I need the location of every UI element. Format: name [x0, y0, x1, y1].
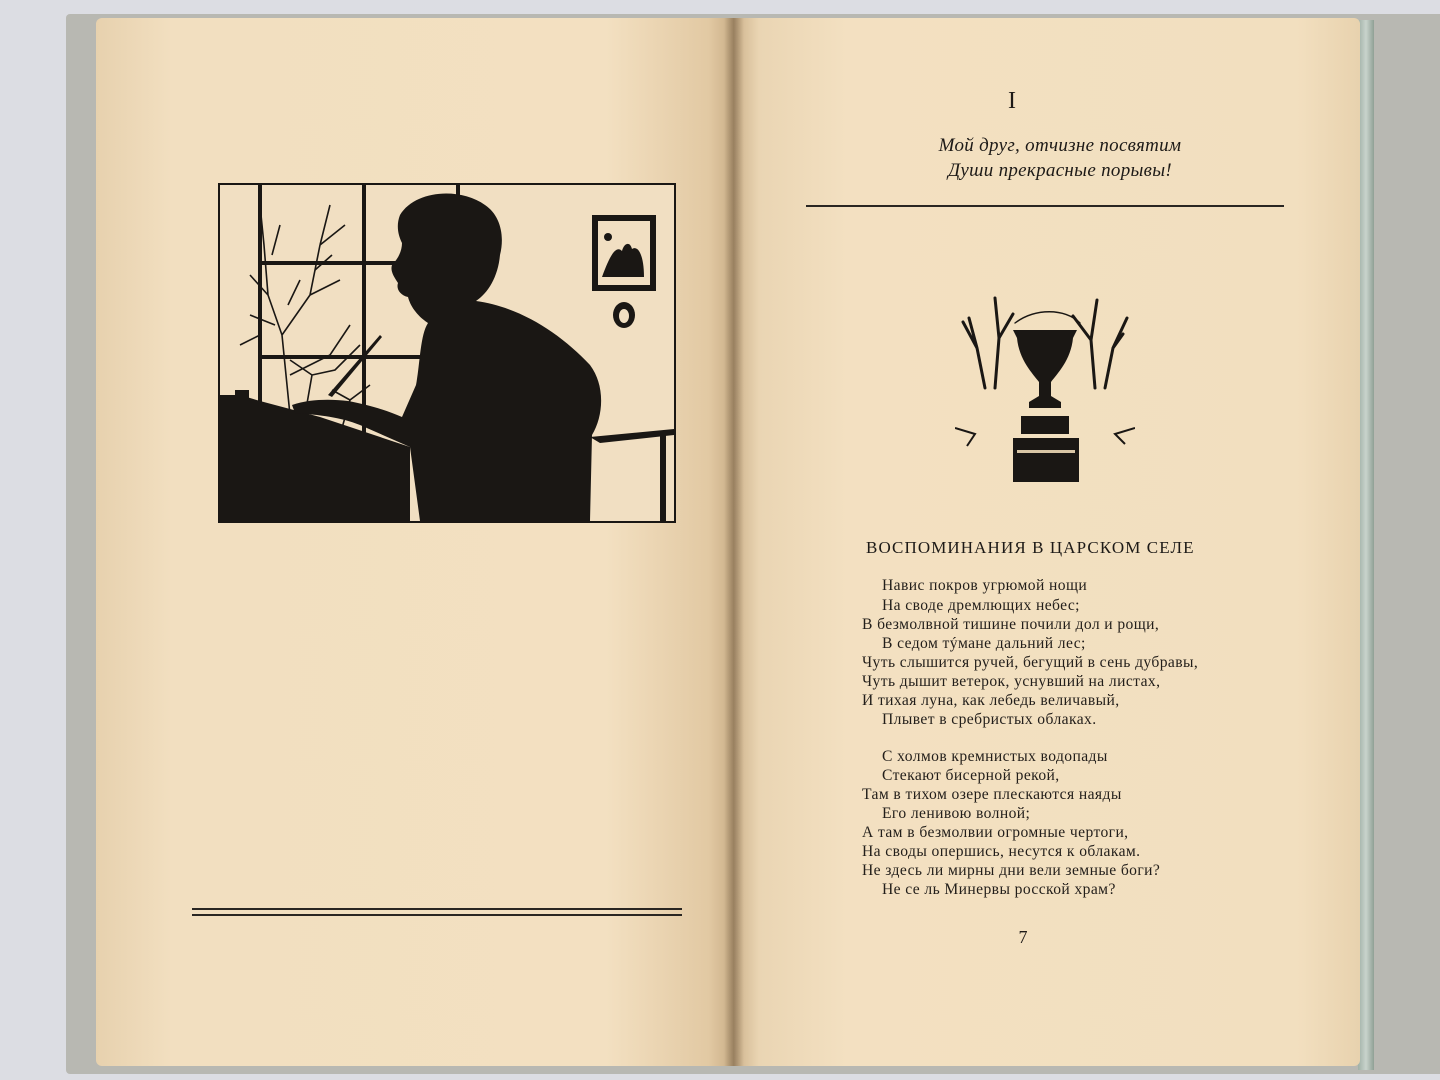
poem-line: А там в безмолвии огромные чертоги, [862, 824, 1129, 841]
poet-silhouette-illustration [218, 183, 676, 523]
book-edge [1358, 20, 1374, 1070]
epigraph-line: Души прекрасные порывы! [947, 160, 1173, 181]
poem-line: Не здесь ли мирны дни вели земные боги? [862, 862, 1161, 879]
header-rule [806, 205, 1284, 207]
poem-line: Его ленивою волной; [882, 805, 1031, 822]
urn-icon [955, 278, 1135, 488]
poem-line: В седом тýмане дальний лес; [882, 635, 1086, 652]
bottom-double-rule-lower [192, 914, 682, 916]
poem-line: Чуть дышит ветерок, уснувший на листах, [862, 673, 1161, 690]
poem-line: Навис покров угрюмой нощи [882, 577, 1088, 594]
poem-line: Стекают бисерной рекой, [882, 767, 1060, 784]
poem-line: Плывет в сребристых облаках. [882, 711, 1097, 728]
page-number: 7 [1018, 927, 1028, 947]
poem-line: И тихая луна, как лебедь величавый, [862, 692, 1120, 709]
chapter-number: I [1008, 88, 1016, 114]
epigraph-line: Мой друг, отчизне посвятим [938, 135, 1182, 156]
poem-line: Не се ль Минервы росской храм? [882, 881, 1116, 898]
poem-line: Чуть слышится ручей, бегущий в сень дубравы, [862, 654, 1199, 671]
poem-line: На своды опершись, несутся к облакам. [862, 843, 1141, 860]
bottom-double-rule [192, 908, 682, 910]
poem-line: На своде дремлющих небес; [882, 597, 1080, 614]
book-gutter [724, 18, 744, 1066]
poem-line: С холмов кремнистых водопады [882, 748, 1108, 765]
poem-line: Там в тихом озере плескаются наяды [862, 786, 1122, 803]
poem-line: В безмолвной тишине почили дол и рощи, [862, 616, 1160, 633]
silhouette-icon [220, 185, 674, 521]
poem-title: ВОСПОМИНАНИЯ В ЦАРСКОМ СЕЛЕ [866, 538, 1195, 557]
